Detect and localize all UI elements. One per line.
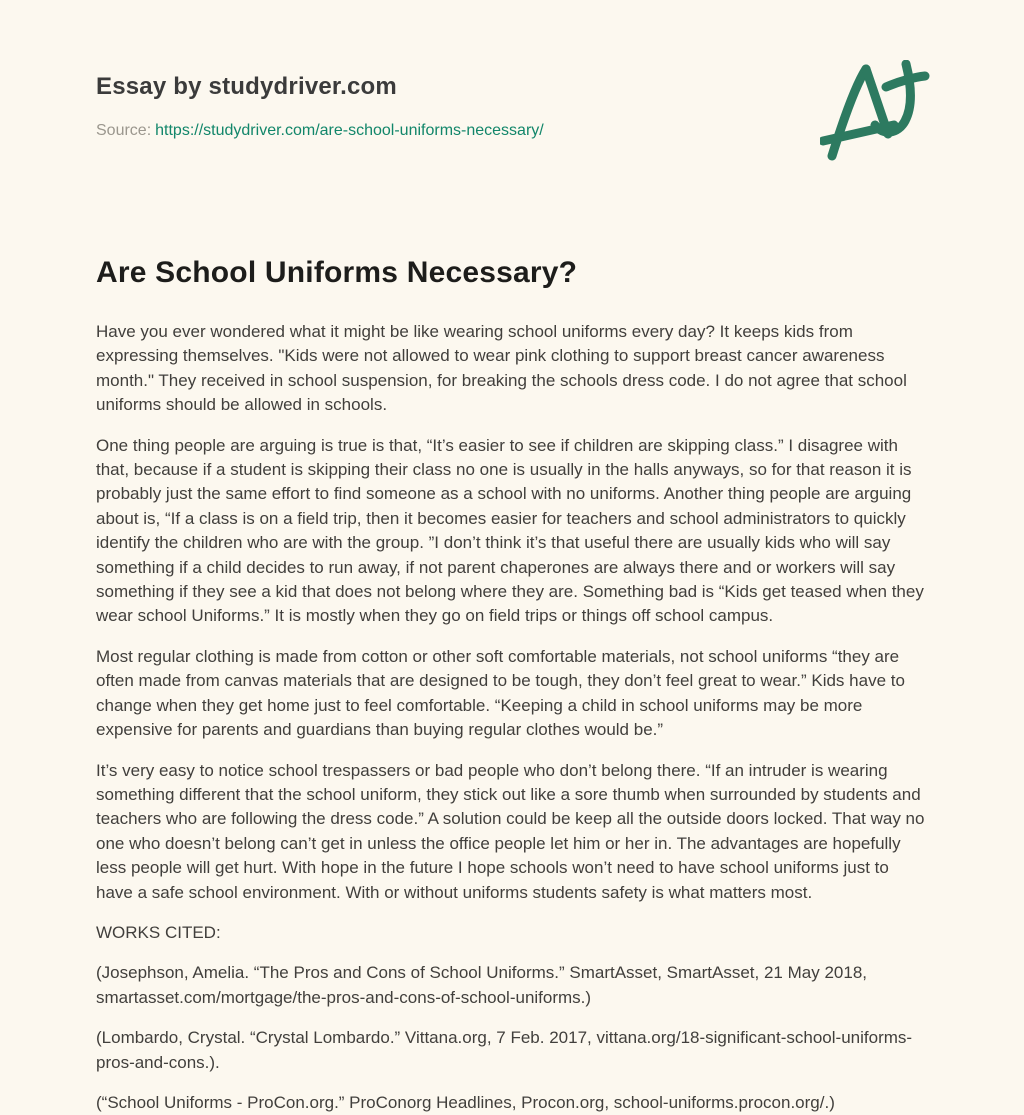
essay-paragraph: One thing people are arguing is true is that, “It’s easier to see if children are skipping class.” I disagree with that, because if a student is skipping their class no one is usually in the halls anyways, so for that reason it is probably just the same effort to find someone as a school with no uniforms. Another thing people are arguing about is, “If a class is on a field trip, then it becomes easier for teachers and school administrators to quickly identify the children who are with the group. ”I don’t think it’s that useful there are usually kids who will say something if a child decides to run away, if not parent chaperones are always there and or workers will say something if they see a kid that does not belong where they are. Something bad is “Kids get teased when they wear school Uniforms.” It is mostly when they go on field trips or things off school campus. bbox=[96, 435, 924, 626]
source-label: Source: bbox=[96, 122, 152, 139]
source-link[interactable]: https://studydriver.com/are-school-uniforms-necessary/ bbox=[155, 122, 544, 139]
a-plus-logo-icon bbox=[820, 60, 930, 162]
essay-paragraph: Most regular clothing is made from cotton or other soft comfortable materials, not school uniforms “they are often made from canvas materials that are designed to be tough, they don’t feel great to wear.” Kids have to change when they get home just to feel comfortable. “Keeping a child in school uniforms may be more expensive for parents and guardians than buying regular clothes would be.” bbox=[96, 646, 905, 740]
citation-item: (“School Uniforms - ProCon.org.” ProConorg Headlines, Procon.org, school-uniforms.procon.org/.) bbox=[96, 1092, 835, 1112]
essay-body bbox=[96, 320, 928, 1115]
page-header bbox=[96, 0, 928, 140]
essay-paragraph: Have you ever wondered what it might be like wearing school uniforms every day? It keeps kids from expressing themselves. "Kids were not allowed to wear pink clothing to support breast cancer awareness month." They received in school suspension, for breaking the schools dress code. I do not agree that school uniforms should be allowed in schools. bbox=[96, 322, 907, 415]
source-line bbox=[96, 122, 928, 140]
citation-item: (Josephson, Amelia. “The Pros and Cons of School Uniforms.” SmartAsset, SmartAsset, 21 May 2018, smartasset.com/mortgage/the-pros-and-cons-of-school-uniforms.) bbox=[96, 963, 867, 1007]
site-title: Essay by studydriver.com bbox=[96, 73, 397, 100]
citation-item: (Lombardo, Crystal. “Crystal Lombardo.” Vittana.org, 7 Feb. 2017, vittana.org/18-significant-school-uniforms-pros-and-cons.). bbox=[96, 1028, 913, 1072]
essay-title: Are School Uniforms Necessary? bbox=[96, 256, 578, 289]
essay-paragraph: It’s very easy to notice school trespassers or bad people who don’t belong there. “If an intruder is wearing something different that the school uniform, they stick out like a sore thumb when surrounded by students and teachers who are following the dress code.” A solution could be keep all the outside doors locked. That way no one who doesn’t belong can’t get in unless the office people let him or her in. The advantages are hopefully less people will get hurt. With hope in the future I hope schools won’t need to have school uniforms just to have a safe school environment. With or without uniforms students safety is what matters most. bbox=[96, 760, 925, 902]
works-cited-heading: WORKS CITED: bbox=[96, 922, 221, 942]
